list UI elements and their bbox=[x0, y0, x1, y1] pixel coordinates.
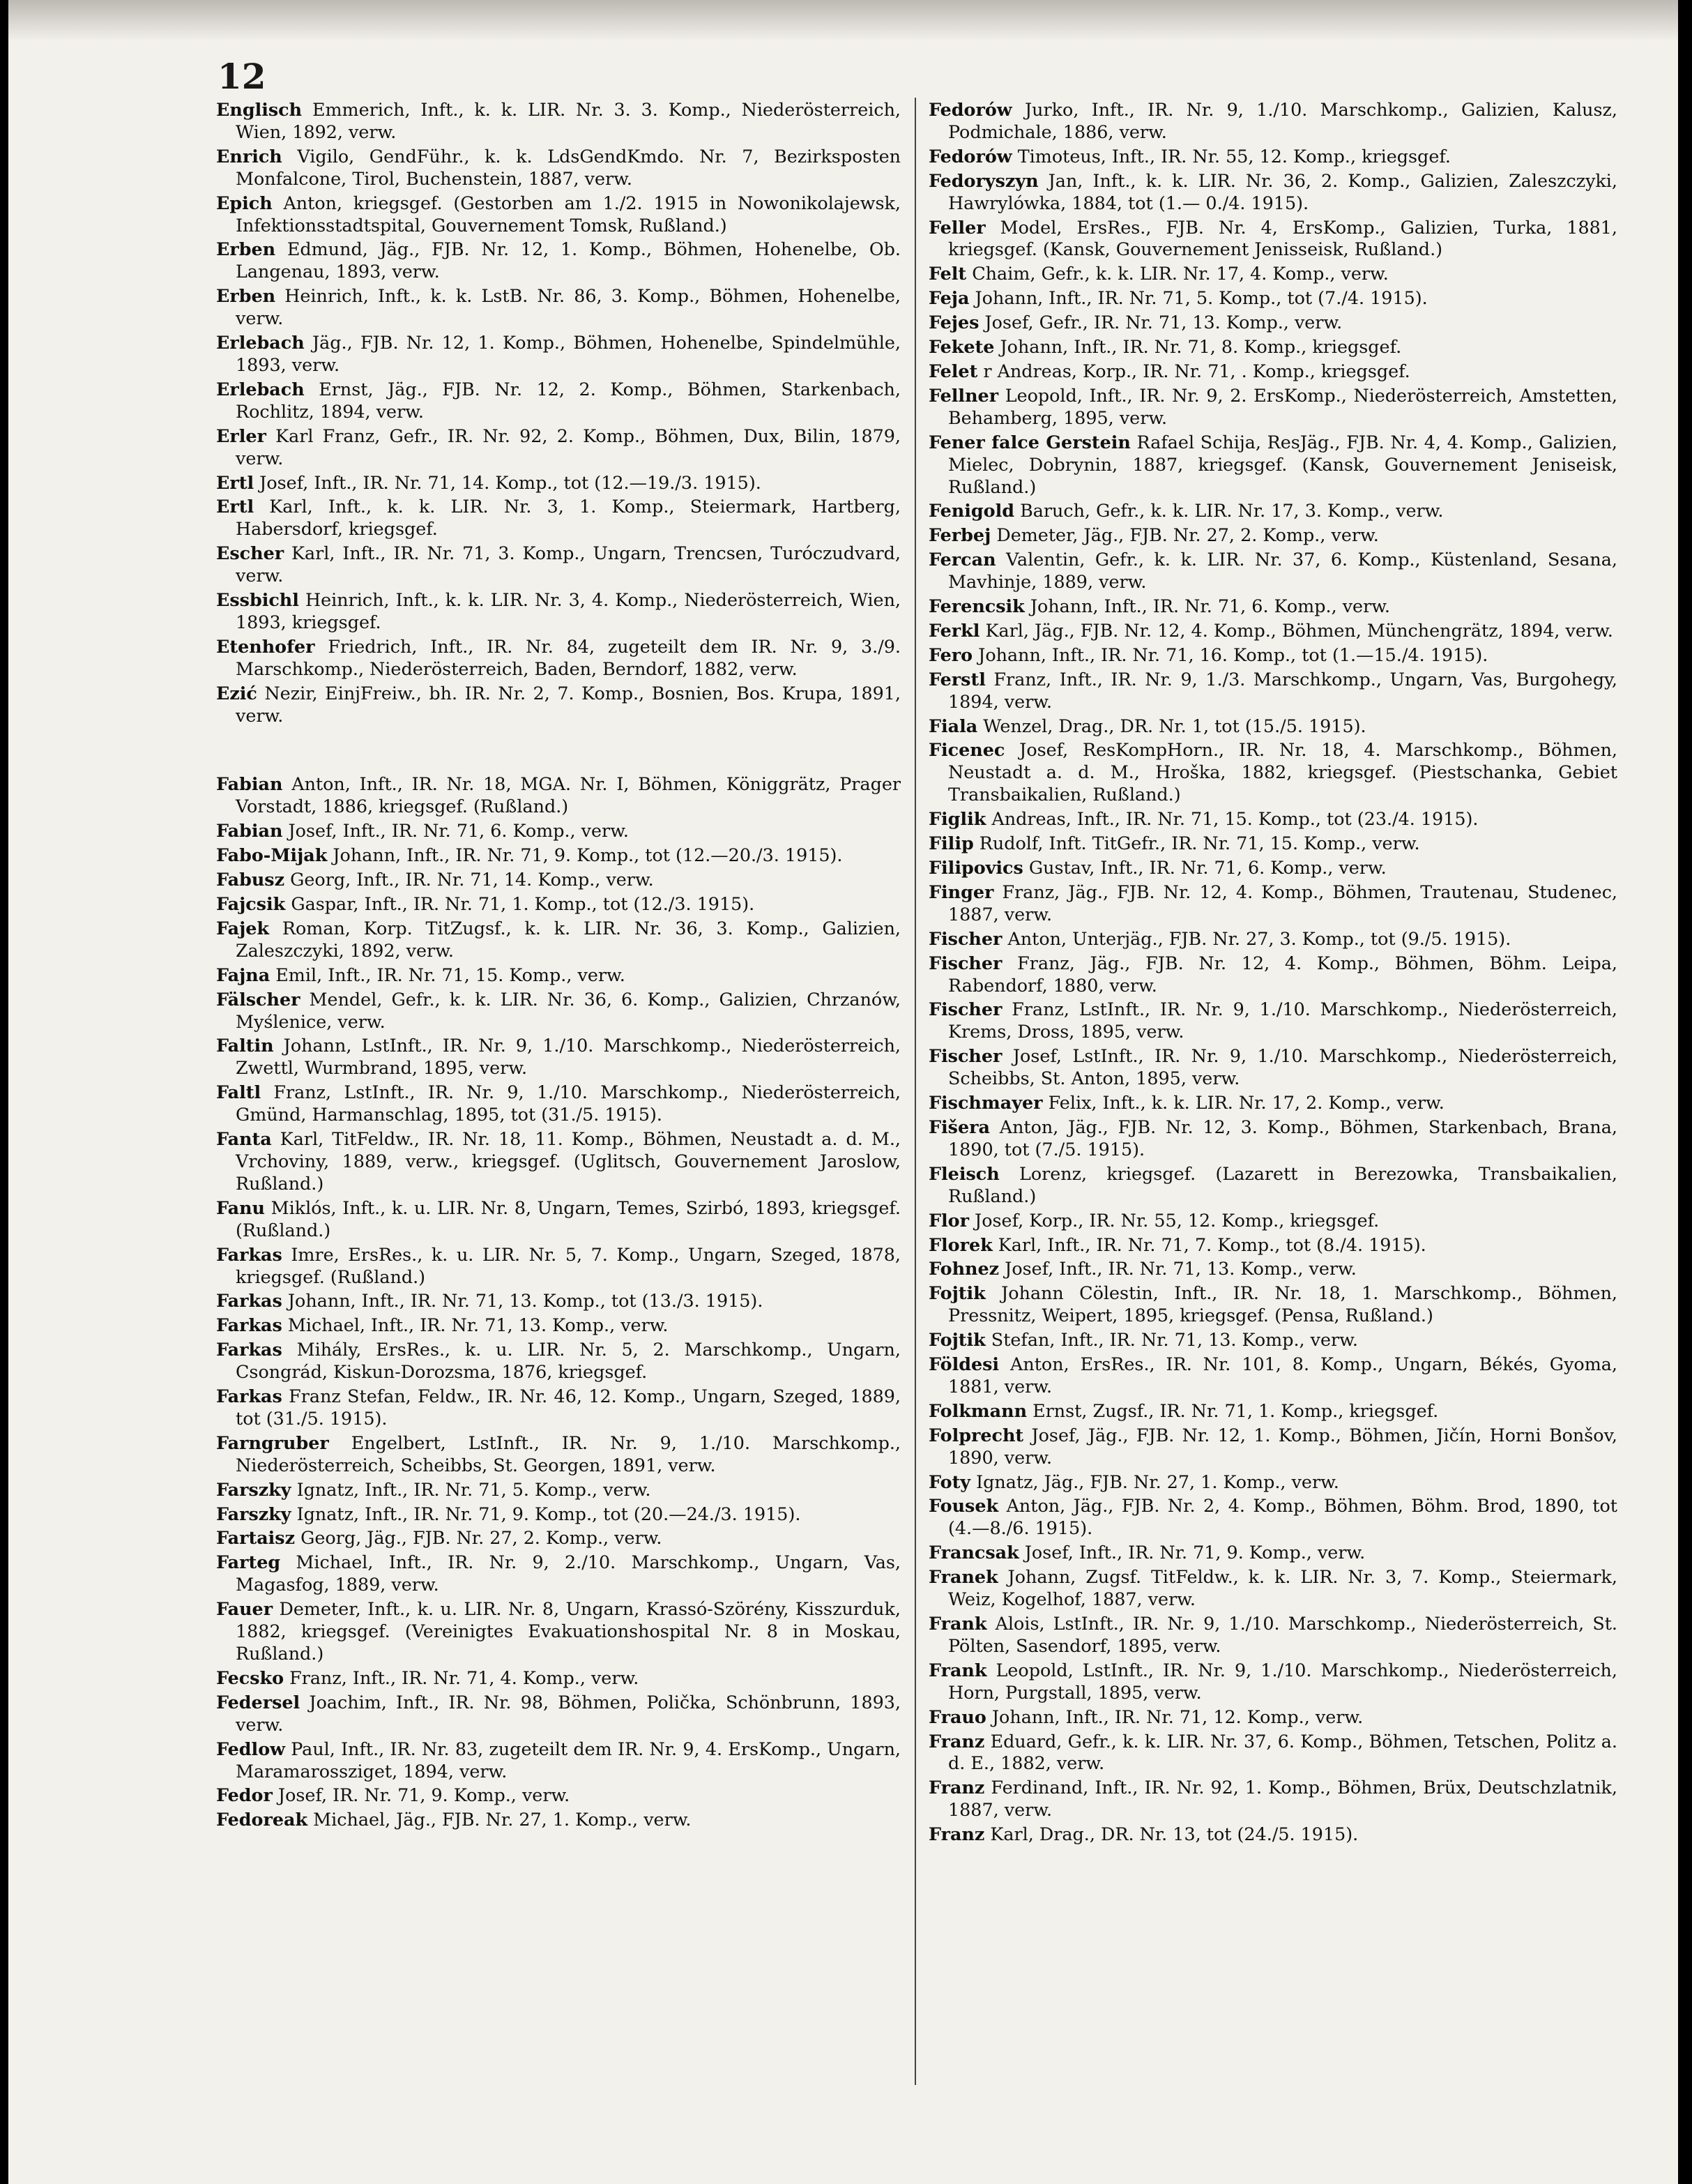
entry-details: Anton, ErsRes., IR. Nr. 101, 8. Komp., Ungarn, Békés, Gyoma, 1881, verw. bbox=[948, 1353, 1617, 1397]
entry-details: Franz, Inft., IR. Nr. 9, 1./3. Marschkomp., Ungarn, Vas, Burgohegy, 1894, verw. bbox=[948, 668, 1617, 712]
entry-surname: Ficenec bbox=[929, 739, 1005, 761]
list-entry bbox=[216, 964, 901, 987]
entry-surname: Fischmayer bbox=[929, 1092, 1043, 1114]
entry-surname: Fischer bbox=[929, 952, 1003, 973]
entry-surname: Fedoreak bbox=[216, 1809, 308, 1830]
entry-details: Demeter, Jäg., FJB. Nr. 27, 2. Komp., verw. bbox=[991, 524, 1379, 546]
entry-surname: Fero bbox=[929, 644, 973, 665]
entry-details: Georg, Inft., IR. Nr. 71, 14. Komp., verw. bbox=[284, 869, 654, 890]
entry-surname: Ferkl bbox=[929, 619, 980, 641]
entry-surname: Felet bbox=[929, 360, 978, 381]
entry-details: Heinrich, Inft., k. k. LIR. Nr. 3, 4. Komp., Niederösterreich, Wien, 1893, kriegsgef. bbox=[236, 589, 901, 632]
entry-details: Michael, Jäg., FJB. Nr. 27, 1. Komp., verw. bbox=[307, 1809, 692, 1830]
entry-surname: Franz bbox=[929, 1730, 985, 1752]
entry-surname: Fälscher bbox=[216, 988, 300, 1010]
list-entry bbox=[216, 1552, 901, 1596]
list-entry bbox=[929, 1353, 1617, 1398]
list-entry bbox=[929, 644, 1617, 667]
list-entry bbox=[929, 669, 1617, 713]
entry-surname: Fecsko bbox=[216, 1667, 284, 1688]
list-entry bbox=[216, 1784, 901, 1807]
entry-details: Michael, Inft., IR. Nr. 71, 13. Komp., verw. bbox=[282, 1314, 669, 1336]
list-entry bbox=[216, 1598, 901, 1665]
entry-surname: Farteg bbox=[216, 1552, 281, 1573]
entry-surname: Epich bbox=[216, 192, 273, 213]
list-entry bbox=[929, 361, 1617, 383]
entry-surname: Filipovics bbox=[929, 857, 1023, 878]
entry-details: Imre, ErsRes., k. u. LIR. Nr. 5, 7. Komp., Ungarn, Szeged, 1878, kriegsgef. (Rußland.) bbox=[236, 1243, 901, 1287]
entry-details: Josef, ResKompHorn., IR. Nr. 18, 4. Marschkomp., Böhmen, Neustadt a. d. M., Hroška, 1882, kriegsgef. (Piestschanka, Gebiet Transbaikalien, Rußland.) bbox=[948, 739, 1617, 805]
entry-surname: Flor bbox=[929, 1209, 969, 1231]
list-entry bbox=[929, 500, 1617, 522]
entry-details: Franz, LstInft., IR. Nr. 9, 1./10. Marschkomp., Niederösterreich, Gmünd, Harmanschlag, 1895, tot (31./5. 1915). bbox=[236, 1082, 901, 1125]
entry-surname: Faltin bbox=[216, 1035, 274, 1056]
entry-details: Lorenz, kriegsgef. (Lazarett in Berezowka, Transbaikalien, Rußland.) bbox=[948, 1162, 1617, 1206]
entry-surname: Fartaisz bbox=[216, 1527, 296, 1549]
list-entry bbox=[216, 1035, 901, 1079]
entry-details: Georg, Jäg., FJB. Nr. 27, 2. Komp., verw. bbox=[295, 1527, 662, 1549]
entry-details: Rudolf, Inft. TitGefr., IR. Nr. 71, 15. Komp., verw. bbox=[973, 833, 1420, 854]
entry-details: Josef, Inft., IR. Nr. 71, 13. Komp., verw. bbox=[999, 1258, 1357, 1280]
entry-details: Nezir, EinjFreiw., bh. IR. Nr. 2, 7. Komp., Bosnien, Bos. Krupa, 1891, verw. bbox=[236, 682, 901, 726]
entry-details: Josef, Inft., IR. Nr. 71, 14. Komp., tot (12.—19./3. 1915). bbox=[254, 471, 761, 493]
entry-details: Josef, IR. Nr. 71, 9. Komp., verw. bbox=[272, 1784, 570, 1806]
list-entry bbox=[216, 844, 901, 867]
entry-details: Anton, Jäg., FJB. Nr. 12, 3. Komp., Böhmen, Starkenbach, Brana, 1890, tot (7./5. 1915). bbox=[948, 1116, 1617, 1160]
entry-surname: Farngruber bbox=[216, 1432, 329, 1453]
entry-surname: Farkas bbox=[216, 1243, 282, 1265]
list-entry bbox=[216, 869, 901, 891]
entry-surname: Fedoryszyn bbox=[929, 169, 1039, 191]
entry-details: r Andreas, Korp., IR. Nr. 71, . Komp., kriegsgef. bbox=[977, 360, 1410, 381]
entry-details: Johann, Inft., IR. Nr. 71, 16. Komp., tot (1.—15./4. 1915). bbox=[973, 644, 1488, 665]
list-entry bbox=[929, 99, 1617, 144]
entry-details: Edmund, Jäg., FJB. Nr. 12, 1. Komp., Böhmen, Hohenelbe, Ob. Langenau, 1893, verw. bbox=[236, 238, 901, 282]
page-number: 12 bbox=[218, 56, 266, 97]
entry-details: Engelbert, LstInft., IR. Nr. 9, 1./10. Marschkomp., Niederösterreich, Scheibbs, St. Georgen, 1891, verw. bbox=[236, 1432, 901, 1476]
entry-surname: Folprecht bbox=[929, 1424, 1024, 1446]
entry-details: Karl, TitFeldw., IR. Nr. 18, 11. Komp., Böhmen, Neustadt a. d. M., Vrchoviny, 1889, verw., kriegsgef. (Uglitsch, Gouvernement Jaroslow, Rußland.) bbox=[236, 1128, 901, 1194]
entry-details: Stefan, Inft., IR. Nr. 71, 13. Komp., verw. bbox=[985, 1329, 1358, 1351]
list-entry bbox=[216, 332, 901, 377]
list-entry bbox=[929, 1660, 1617, 1704]
entry-surname: Franek bbox=[929, 1566, 998, 1588]
list-entry bbox=[929, 1116, 1617, 1161]
list-entry bbox=[216, 773, 901, 818]
entry-surname: Fedor bbox=[216, 1784, 273, 1806]
list-entry bbox=[216, 1527, 901, 1549]
entry-details: Chaim, Gefr., k. k. LIR. Nr. 17, 4. Komp., verw. bbox=[966, 263, 1389, 285]
entry-details: Franz, Inft., IR. Nr. 71, 4. Komp., verw. bbox=[284, 1667, 639, 1688]
entry-surname: Feller bbox=[929, 216, 986, 238]
entry-details: Andreas, Inft., IR. Nr. 71, 15. Komp., tot (23./4. 1915). bbox=[986, 808, 1479, 830]
list-entry bbox=[929, 620, 1617, 642]
entry-details: Baruch, Gefr., k. k. LIR. Nr. 17, 3. Komp., verw. bbox=[1014, 500, 1444, 522]
entry-surname: Fousek bbox=[929, 1495, 999, 1517]
list-entry bbox=[929, 1471, 1617, 1494]
entry-surname: Erben bbox=[216, 285, 276, 307]
entry-surname: Fedlow bbox=[216, 1738, 285, 1759]
list-entry bbox=[929, 1258, 1617, 1280]
list-entry bbox=[216, 918, 901, 962]
entry-surname: Florek bbox=[929, 1234, 993, 1255]
list-entry bbox=[216, 1290, 901, 1312]
entry-surname: Farkas bbox=[216, 1290, 282, 1312]
entry-surname: Fabian bbox=[216, 773, 283, 795]
list-entry bbox=[929, 524, 1617, 547]
entry-details: Ferdinand, Inft., IR. Nr. 92, 1. Komp., Böhmen, Brüx, Deutschzlatnik, 1887, verw. bbox=[948, 1777, 1617, 1821]
entry-details: Anton, Jäg., FJB. Nr. 2, 4. Komp., Böhmen, Böhm. Brod, 1890, tot (4.—8./6. 1915). bbox=[948, 1495, 1617, 1539]
list-entry bbox=[929, 385, 1617, 430]
entry-surname: Fabusz bbox=[216, 869, 285, 890]
entry-details: Anton, Unterjäg., FJB. Nr. 27, 3. Komp., tot (9./5. 1915). bbox=[1002, 927, 1511, 949]
list-entry bbox=[216, 989, 901, 1033]
list-entry bbox=[929, 432, 1617, 499]
list-entry bbox=[929, 1400, 1617, 1423]
entry-surname: Englisch bbox=[216, 99, 303, 120]
entry-details: Mihály, ErsRes., k. u. LIR. Nr. 5, 2. Marschkomp., Ungarn, Csongrád, Kiskun-Dorozsma, 1876, kriegsgef. bbox=[236, 1339, 901, 1383]
entry-surname: Escher bbox=[216, 543, 284, 564]
list-entry bbox=[216, 820, 901, 842]
entry-details: Leopold, Inft., IR. Nr. 9, 2. ErsKomp., Niederösterreich, Amstetten, Behamberg, 1895, verw. bbox=[948, 384, 1617, 428]
entry-surname: Franz bbox=[929, 1823, 985, 1845]
entry-details: Johann, Inft., IR. Nr. 71, 12. Komp., verw. bbox=[986, 1706, 1364, 1727]
list-entry bbox=[929, 170, 1617, 215]
entry-details: Eduard, Gefr., k. k. LIR. Nr. 37, 6. Komp., Böhmen, Tetschen, Politz a. d. E., 1882, verw. bbox=[948, 1730, 1617, 1774]
entry-surname: Foty bbox=[929, 1471, 971, 1492]
list-entry bbox=[216, 589, 901, 634]
entry-details: Emil, Inft., IR. Nr. 71, 15. Komp., verw. bbox=[270, 964, 625, 985]
entry-details: Ignatz, Inft., IR. Nr. 71, 5. Komp., verw. bbox=[291, 1478, 651, 1500]
entry-surname: Fiala bbox=[929, 715, 978, 736]
column-divider bbox=[915, 98, 916, 2085]
entry-surname: Farkas bbox=[216, 1314, 282, 1336]
list-entry bbox=[216, 1692, 901, 1736]
list-entry bbox=[929, 1092, 1617, 1114]
section-gap bbox=[216, 729, 901, 773]
entry-surname: Francsak bbox=[929, 1542, 1019, 1563]
entry-surname: Ezić bbox=[216, 682, 257, 704]
list-entry bbox=[929, 1706, 1617, 1729]
entry-surname: Fišera bbox=[929, 1116, 990, 1137]
entry-surname: Folkmann bbox=[929, 1400, 1028, 1421]
list-entry bbox=[216, 192, 901, 237]
list-entry bbox=[929, 928, 1617, 950]
list-entry bbox=[929, 715, 1617, 738]
entry-surname: Figlik bbox=[929, 808, 986, 830]
entry-details: Rafael Schija, ResJäg., FJB. Nr. 4, 4. Komp., Galizien, Mielec, Dobrynin, 1887, kriegsgef. (Kansk, Gouvernement Jeniseisk, Rußland.) bbox=[948, 431, 1617, 497]
list-entry bbox=[929, 953, 1617, 997]
list-entry bbox=[216, 1386, 901, 1430]
entry-surname: Farkas bbox=[216, 1339, 282, 1360]
list-entry bbox=[216, 893, 901, 916]
entry-surname: Fabo-Mijak bbox=[216, 844, 328, 866]
entry-details: Michael, Inft., IR. Nr. 9, 2./10. Marschkomp., Ungarn, Vas, Magasfog, 1889, verw. bbox=[236, 1552, 901, 1595]
entry-surname: Franz bbox=[929, 1777, 985, 1798]
entry-surname: Fauer bbox=[216, 1598, 273, 1620]
list-entry bbox=[929, 146, 1617, 168]
list-entry bbox=[929, 999, 1617, 1043]
entry-details: Jurko, Inft., IR. Nr. 9, 1./10. Marschkomp., Galizien, Kalusz, Podmichale, 1886, verw. bbox=[948, 99, 1617, 142]
entry-surname: Fellner bbox=[929, 384, 999, 406]
list-entry bbox=[216, 1503, 901, 1526]
entry-details: Josef, Korp., IR. Nr. 55, 12. Komp., kriegsgef. bbox=[968, 1209, 1380, 1231]
list-entry bbox=[216, 1479, 901, 1501]
entry-details: Franz, LstInft., IR. Nr. 9, 1./10. Marschkomp., Niederösterreich, Krems, Dross, 1895, verw. bbox=[948, 999, 1617, 1042]
list-entry bbox=[216, 1197, 901, 1242]
list-entry bbox=[216, 1244, 901, 1289]
entry-details: Roman, Korp. TitZugsf., k. k. LIR. Nr. 36, 3. Komp., Galizien, Zaleszczyki, 1892, verw. bbox=[236, 917, 901, 961]
list-entry bbox=[216, 146, 901, 190]
entry-surname: Fajek bbox=[216, 917, 270, 939]
entry-surname: Etenhofer bbox=[216, 635, 315, 657]
list-entry bbox=[929, 1542, 1617, 1564]
list-entry bbox=[216, 1339, 901, 1383]
list-entry bbox=[216, 636, 901, 681]
entry-details: Emmerich, Inft., k. k. LIR. Nr. 3. 3. Komp., Niederösterreich, Wien, 1892, verw. bbox=[236, 99, 901, 142]
entry-surname: Fanta bbox=[216, 1128, 272, 1150]
list-entry bbox=[929, 1210, 1617, 1232]
list-entry bbox=[929, 596, 1617, 618]
entry-surname: Farszky bbox=[216, 1478, 291, 1500]
entry-surname: Enrich bbox=[216, 145, 282, 167]
list-entry bbox=[216, 425, 901, 470]
entry-details: Mendel, Gefr., k. k. LIR. Nr. 36, 6. Komp., Galizien, Chrzanów, Myślenice, verw. bbox=[236, 988, 901, 1032]
list-entry bbox=[216, 1667, 901, 1690]
entry-details: Franz Stefan, Feldw., IR. Nr. 46, 12. Komp., Ungarn, Szeged, 1889, tot (31./5. 1915). bbox=[236, 1386, 901, 1429]
list-entry bbox=[929, 1777, 1617, 1821]
entry-surname: Erlebach bbox=[216, 332, 305, 354]
entry-details: Vigilo, GendFühr., k. k. LdsGendKmdo. Nr. 7, Bezirksposten Monfalcone, Tirol, Buchenstein, 1887, verw. bbox=[236, 145, 901, 189]
entry-details: Gaspar, Inft., IR. Nr. 71, 1. Komp., tot (12./3. 1915). bbox=[285, 893, 755, 914]
list-entry bbox=[929, 857, 1617, 879]
list-entry bbox=[216, 1082, 901, 1126]
entry-details: Josef, Inft., IR. Nr. 71, 9. Komp., verw. bbox=[1019, 1542, 1366, 1563]
entry-details: Karl Franz, Gefr., IR. Nr. 92, 2. Komp., Böhmen, Dux, Bilin, 1879, verw. bbox=[236, 425, 901, 469]
list-entry bbox=[216, 496, 901, 540]
list-entry bbox=[929, 1566, 1617, 1611]
entry-details: Demeter, Inft., k. u. LIR. Nr. 8, Ungarn, Krassó-Szörény, Kisszurduk, 1882, kriegsgef. (Vereinigtes Evakuationshospital Nr. 8 in Moskau, Rußland.) bbox=[236, 1598, 901, 1664]
entry-details: Heinrich, Inft., k. k. LstB. Nr. 86, 3. Komp., Böhmen, Hohenelbe, verw. bbox=[236, 285, 901, 329]
entry-details: Karl, Inft., IR. Nr. 71, 3. Komp., Ungarn, Trencsen, Turóczudvard, verw. bbox=[236, 543, 901, 586]
entry-surname: Frank bbox=[929, 1659, 987, 1681]
list-entry bbox=[216, 543, 901, 587]
entry-details: Johann, LstInft., IR. Nr. 9, 1./10. Marschkomp., Niederösterreich, Zwettl, Wurmbrand, 1895, verw. bbox=[236, 1035, 901, 1079]
entry-details: Alois, LstInft., IR. Nr. 9, 1./10. Marschkomp., Niederösterreich, St. Pölten, Sasendorf, 1895, verw. bbox=[948, 1613, 1617, 1656]
entry-details: Paul, Inft., IR. Nr. 83, zugeteilt dem IR. Nr. 9, 4. ErsKomp., Ungarn, Maramarossziget, 1894, verw. bbox=[236, 1738, 901, 1782]
entry-details: Johann, Inft., IR. Nr. 71, 13. Komp., tot (13./3. 1915). bbox=[282, 1290, 763, 1312]
entry-surname: Erben bbox=[216, 238, 276, 260]
entry-surname: Fojtik bbox=[929, 1282, 986, 1304]
entry-details: Model, ErsRes., FJB. Nr. 4, ErsKomp., Galizien, Turka, 1881, kriegsgef. (Kansk, Gouvernement Jenisseisk, Rußland.) bbox=[948, 216, 1617, 260]
entry-details: Ignatz, Inft., IR. Nr. 71, 9. Komp., tot (20.—24./3. 1915). bbox=[291, 1503, 801, 1524]
entry-surname: Finger bbox=[929, 881, 994, 902]
list-entry bbox=[929, 833, 1617, 855]
entry-details: Johann, Zugsf. TitFeldw., k. k. LIR. Nr. 3, 7. Komp., Steiermark, Weiz, Kogelhof, 1887, verw. bbox=[948, 1566, 1617, 1610]
entry-details: Johann Cölestin, Inft., IR. Nr. 18, 1. Marschkomp., Böhmen, Pressnitz, Weipert, 1895, kriegsgef. (Pensa, Rußland.) bbox=[948, 1282, 1617, 1326]
entry-details: Johann, Inft., IR. Nr. 71, 5. Komp., tot (7./4. 1915). bbox=[969, 287, 1428, 309]
list-entry bbox=[216, 238, 901, 283]
entry-surname: Fanu bbox=[216, 1197, 266, 1218]
entry-surname: Fajcsik bbox=[216, 893, 286, 914]
entry-surname: Fojtik bbox=[929, 1329, 986, 1351]
entry-details: Miklós, Inft., k. u. LIR. Nr. 8, Ungarn, Temes, Szirbó, 1893, kriegsgef. (Rußland.) bbox=[236, 1197, 901, 1241]
list-entry bbox=[216, 285, 901, 330]
entry-surname: Erler bbox=[216, 425, 266, 446]
entry-surname: Frank bbox=[929, 1613, 987, 1634]
list-entry bbox=[929, 1425, 1617, 1469]
list-entry bbox=[216, 99, 901, 144]
entry-details: Joachim, Inft., IR. Nr. 98, Böhmen, Polička, Schönbrunn, 1893, verw. bbox=[236, 1691, 901, 1735]
entry-surname: Fedorów bbox=[929, 99, 1012, 120]
entry-details: Josef, Inft., IR. Nr. 71, 6. Komp., verw. bbox=[282, 820, 629, 842]
list-entry bbox=[929, 312, 1617, 334]
entry-details: Franz, Jäg., FJB. Nr. 12, 4. Komp., Böhmen, Trautenau, Studenec, 1887, verw. bbox=[948, 881, 1617, 925]
entry-surname: Ferbej bbox=[929, 524, 991, 546]
list-entry bbox=[216, 683, 901, 727]
entry-surname: Felt bbox=[929, 263, 967, 285]
entry-surname: Filip bbox=[929, 833, 974, 854]
entry-details: Timoteus, Inft., IR. Nr. 55, 12. Komp., kriegsgef. bbox=[1012, 145, 1451, 167]
list-entry bbox=[929, 881, 1617, 926]
entry-details: Ernst, Zugsf., IR. Nr. 71, 1. Komp., kriegsgef. bbox=[1027, 1400, 1439, 1421]
entry-details: Felix, Inft., k. k. LIR. Nr. 17, 2. Komp., verw. bbox=[1042, 1092, 1445, 1114]
list-entry bbox=[929, 1045, 1617, 1090]
list-entry bbox=[216, 1432, 901, 1477]
entry-surname: Feja bbox=[929, 287, 970, 309]
list-entry bbox=[929, 1282, 1617, 1327]
entry-surname: Frauo bbox=[929, 1706, 986, 1727]
list-entry bbox=[929, 739, 1617, 806]
entry-details: Josef, LstInft., IR. Nr. 9, 1./10. Marschkomp., Niederösterreich, Scheibbs, St. Anton, 1895, verw. bbox=[948, 1045, 1617, 1089]
list-entry bbox=[216, 1738, 901, 1783]
entry-surname: Fercan bbox=[929, 549, 996, 570]
entry-surname: Farkas bbox=[216, 1386, 282, 1407]
entry-details: Johann, Inft., IR. Nr. 71, 8. Komp., kriegsgef. bbox=[994, 336, 1402, 358]
entry-surname: Essbichl bbox=[216, 589, 299, 611]
entry-surname: Fleisch bbox=[929, 1162, 1000, 1184]
list-entry bbox=[929, 1613, 1617, 1658]
entry-details: Valentin, Gefr., k. k. LIR. Nr. 37, 6. Komp., Küstenland, Sesana, Mavhinje, 1889, verw. bbox=[948, 549, 1617, 593]
entry-surname: Fajna bbox=[216, 964, 270, 985]
entry-details: Ernst, Jäg., FJB. Nr. 12, 2. Komp., Böhmen, Starkenbach, Rochlitz, 1894, verw. bbox=[236, 378, 901, 422]
entry-surname: Fedorów bbox=[929, 145, 1012, 167]
list-entry bbox=[216, 472, 901, 494]
list-entry bbox=[216, 379, 901, 423]
entry-surname: Fischer bbox=[929, 927, 1003, 949]
entry-surname: Fischer bbox=[929, 999, 1003, 1020]
entry-surname: Fenigold bbox=[929, 500, 1014, 522]
entry-details: Karl, Drag., DR. Nr. 13, tot (24./5. 1915). bbox=[984, 1823, 1359, 1845]
list-entry bbox=[216, 1314, 901, 1337]
entry-details: Ignatz, Jäg., FJB. Nr. 27, 1. Komp., verw. bbox=[970, 1471, 1339, 1492]
document-page bbox=[8, 0, 1678, 2184]
list-entry bbox=[929, 1329, 1617, 1351]
list-entry bbox=[216, 1128, 901, 1195]
entry-surname: Faltl bbox=[216, 1082, 261, 1103]
left-column bbox=[216, 99, 901, 1833]
list-entry bbox=[929, 263, 1617, 285]
entry-surname: Földesi bbox=[929, 1353, 1000, 1375]
entry-surname: Fekete bbox=[929, 336, 995, 358]
right-column bbox=[929, 99, 1617, 1848]
entry-details: Leopold, LstInft., IR. Nr. 9, 1./10. Marschkomp., Niederösterreich, Horn, Purgstall, 1895, verw. bbox=[948, 1659, 1617, 1703]
entry-details: Anton, kriegsgef. (Gestorben am 1./2. 1915 in Nowonikolajewsk, Infektionsstadtspital, Gouvernement Tomsk, Rußland.) bbox=[236, 192, 901, 236]
list-entry bbox=[929, 808, 1617, 831]
entry-surname: Fohnez bbox=[929, 1258, 1000, 1280]
entry-details: Wenzel, Drag., DR. Nr. 1, tot (15./5. 1915). bbox=[977, 715, 1366, 736]
list-entry bbox=[929, 1163, 1617, 1208]
entry-surname: Fejes bbox=[929, 312, 980, 333]
entry-surname: Ferstl bbox=[929, 668, 986, 690]
entry-surname: Erlebach bbox=[216, 378, 305, 400]
entry-details: Johann, Inft., IR. Nr. 71, 9. Komp., tot (12.—20./3. 1915). bbox=[327, 844, 843, 866]
entry-details: Franz, Jäg., FJB. Nr. 12, 4. Komp., Böhmen, Böhm. Leipa, Rabendorf, 1880, verw. bbox=[948, 952, 1617, 996]
entry-surname: Federsel bbox=[216, 1691, 300, 1713]
entry-details: Anton, Inft., IR. Nr. 18, MGA. Nr. I, Böhmen, Königgrätz, Prager Vorstadt, 1886, kriegsgef. (Rußland.) bbox=[236, 773, 901, 817]
entry-details: Jäg., FJB. Nr. 12, 1. Komp., Böhmen, Hohenelbe, Spindelmühle, 1893, verw. bbox=[236, 332, 901, 375]
entry-surname: Farszky bbox=[216, 1503, 291, 1524]
list-entry bbox=[929, 1823, 1617, 1846]
entry-details: Karl, Inft., k. k. LIR. Nr. 3, 1. Komp., Steiermark, Hartberg, Habersdorf, kriegsgef. bbox=[236, 496, 901, 540]
entry-details: Josef, Gefr., IR. Nr. 71, 13. Komp., verw. bbox=[979, 312, 1343, 333]
list-entry bbox=[929, 336, 1617, 358]
entry-details: Johann, Inft., IR. Nr. 71, 6. Komp., verw. bbox=[1024, 596, 1391, 617]
entry-details: Jan, Inft., k. k. LIR. Nr. 36, 2. Komp., Galizien, Zaleszczyki, Hawrylówka, 1884, tot (1.— 0./4. 1915). bbox=[948, 169, 1617, 213]
entry-surname: Fener falce Gerstein bbox=[929, 431, 1131, 453]
list-entry bbox=[929, 1731, 1617, 1775]
entry-details: Gustav, Inft., IR. Nr. 71, 6. Komp., verw. bbox=[1023, 857, 1387, 878]
list-entry bbox=[929, 549, 1617, 593]
entry-surname: Ertl bbox=[216, 496, 254, 517]
list-entry bbox=[929, 287, 1617, 310]
list-entry bbox=[929, 1495, 1617, 1540]
entry-surname: Ferencsik bbox=[929, 596, 1025, 617]
entry-details: Karl, Jäg., FJB. Nr. 12, 4. Komp., Böhmen, Münchengrätz, 1894, verw. bbox=[980, 619, 1613, 641]
entry-details: Karl, Inft., IR. Nr. 71, 7. Komp., tot (8./4. 1915). bbox=[992, 1234, 1426, 1255]
entry-details: Friedrich, Inft., IR. Nr. 84, zugeteilt dem IR. Nr. 9, 3./9. Marschkomp., Niederösterreich, Baden, Berndorf, 1882, verw. bbox=[236, 635, 901, 679]
list-entry bbox=[929, 1234, 1617, 1257]
entry-details: Josef, Jäg., FJB. Nr. 12, 1. Komp., Böhmen, Jičín, Horni Bonšov, 1890, verw. bbox=[948, 1424, 1617, 1468]
entry-surname: Fischer bbox=[929, 1045, 1003, 1067]
list-entry bbox=[216, 1809, 901, 1831]
entry-surname: Ertl bbox=[216, 471, 254, 493]
list-entry bbox=[929, 217, 1617, 261]
entry-surname: Fabian bbox=[216, 820, 283, 842]
